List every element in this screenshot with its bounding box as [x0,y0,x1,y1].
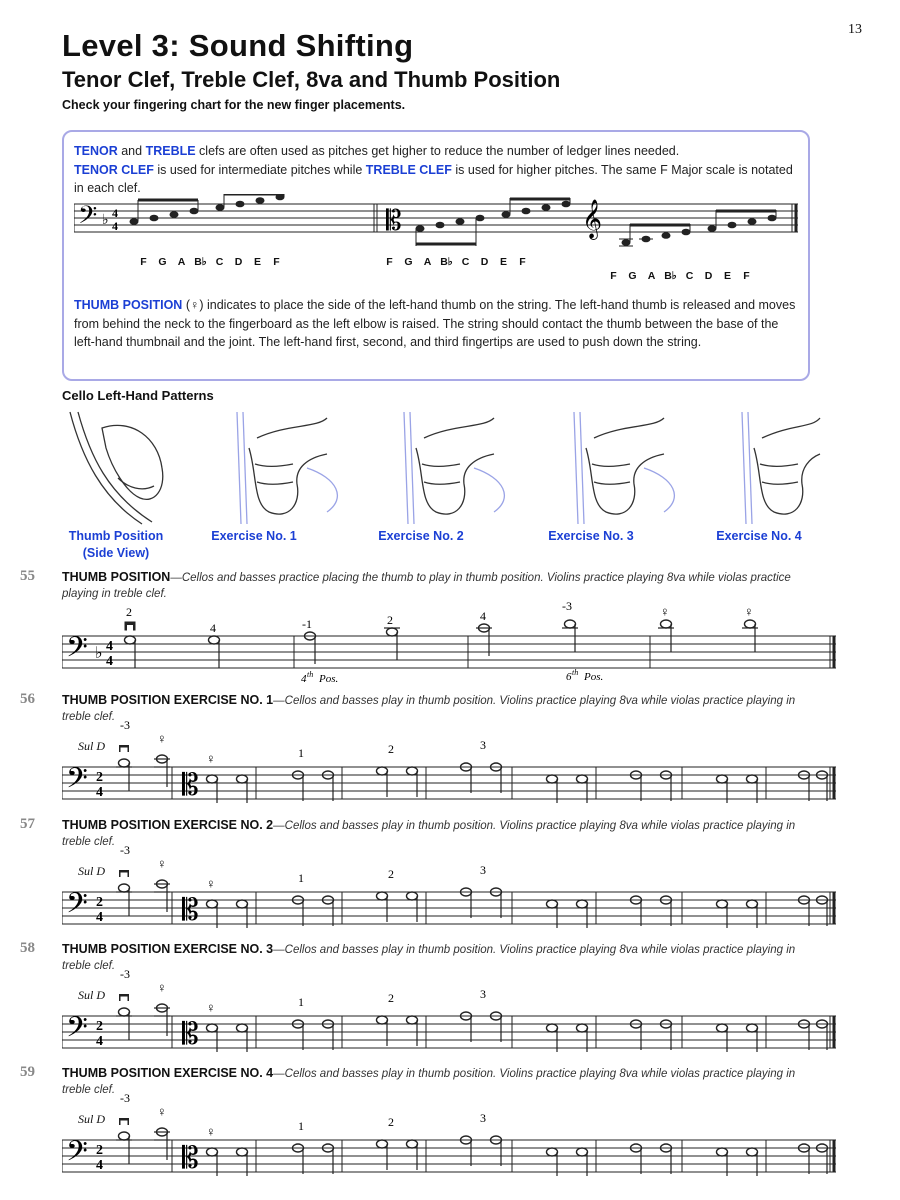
caption-exercise-2: Exercise No. 2 [378,529,464,543]
bass-clef-icon: 𝄢 [66,1137,88,1174]
svg-text:2: 2 [388,867,394,881]
exercise-title: THUMB POSITION EXERCISE NO. 3—Cellos and basses play in thumb position. Violins practice playing 8va while violas practice playing in treble clef. [62,942,796,972]
svg-text:6: 6 [566,671,572,683]
scale-notes-treble [622,215,777,246]
svg-text:♀: ♀ [157,1104,167,1119]
text-run: is used for higher pitches. The same F Major scale is notated in each clef. [74,162,793,195]
svg-text:1: 1 [298,995,304,1009]
exercise-description: —Cellos and basses play in thumb position. Violins practice playing 8va while violas practice playing in treble clef. [62,820,796,848]
exercise-title: THUMB POSITION EXERCISE NO. 4—Cellos and basses play in thumb position. Violins practice playing 8va while violas practice playing in treble clef. [62,1066,796,1096]
kw-thumb-position: THUMB POSITION [74,298,183,312]
svg-text:♀: ♀ [157,856,167,871]
bass-clef-icon: 𝄢 [66,1013,88,1050]
patterns-heading: Cello Left-Hand Patterns [62,388,214,403]
svg-text:-3: -3 [120,844,130,857]
svg-text:1: 1 [298,1119,304,1133]
caption-exercise-1: Exercise No. 1 [211,529,297,543]
staff-exercise-59 [62,1092,842,1176]
svg-text:4: 4 [112,219,118,233]
svg-text:-3: -3 [120,719,130,732]
text-run: is used for intermediate pitches while [153,162,366,177]
svg-text:3: 3 [480,863,486,877]
svg-text:4: 4 [96,785,103,800]
exercise-title: THUMB POSITION EXERCISE NO. 1—Cellos and basses play in thumb position. Violins practice playing 8va while violas practice playing in treble clef. [62,693,796,723]
svg-text:Pos.: Pos. [319,673,339,685]
svg-text:2: 2 [387,613,393,627]
svg-text:4: 4 [112,206,118,220]
exercise-title: THUMB POSITION—Cellos and basses practice placing the thumb to play in thumb position. Violins practice playing 8va while violas practice playing in treble clef. [62,570,791,600]
exercise-description: —Cellos and basses play in thumb position. Violins practice playing 8va while violas practice playing in treble clef. [62,944,796,972]
exercise-title: THUMB POSITION EXERCISE NO. 2—Cellos and basses play in thumb position. Violins practice playing 8va while violas practice playing in treble clef. [62,818,796,848]
info-box [62,130,810,381]
tenor-clef-icon: 𝄡 [182,1142,199,1175]
svg-text:1: 1 [298,871,304,885]
svg-text:3: 3 [480,987,486,1001]
bass-clef-icon: 𝄢 [78,202,98,235]
svg-text:4: 4 [106,654,113,669]
bass-clef-icon: 𝄢 [66,764,88,801]
thumb-symbol-icon: (♀) [182,298,204,312]
svg-text:2: 2 [96,770,103,785]
staff-exercise-57 [62,844,842,928]
svg-text:4: 4 [301,673,307,685]
svg-text:♀: ♀ [157,731,167,746]
staff-exercise-55 [62,600,842,688]
svg-text:th: th [307,670,314,679]
svg-text:2: 2 [388,1115,394,1129]
kw-treble-clef: TREBLE CLEF [365,162,452,177]
svg-text:2: 2 [96,1019,103,1034]
svg-text:2: 2 [388,991,394,1005]
sul-d-marking: Sul D [78,864,105,878]
sul-d-marking: Sul D [78,739,105,753]
scale-letters-treble: F G A B♭ C D E F [610,270,750,282]
kw-tenor-clef: TENOR CLEF [74,162,154,177]
scale-notes-tenor [416,201,571,232]
svg-text:th: th [572,668,579,677]
page-subtitle: Tenor Clef, Treble Clef, 8va and Thumb Position [62,67,561,92]
hand-exercise-3-icon [574,412,674,524]
hand-exercise-2-icon [404,412,504,524]
staff-exercise-56 [62,719,842,803]
staff-exercise-58 [62,968,842,1052]
svg-text:-1: -1 [302,617,312,631]
tenor-clef-icon: 𝄡 [182,894,199,927]
page-number: 13 [848,22,862,37]
hand-thumb-side-icon [70,412,163,524]
svg-text:♀: ♀ [206,1000,216,1015]
svg-text:-3: -3 [562,600,572,613]
text-run: and [117,144,146,158]
sul-d-marking: Sul D [78,988,105,1002]
down-bow-icon [125,622,135,630]
svg-text:2: 2 [388,742,394,756]
text-run: clefs are often used as pitches get higher to reduce the number of ledger lines needed. [195,144,680,158]
svg-text:4: 4 [96,910,103,925]
text-run: indicates to place the side of the left-hand thumb on the string. The left-hand thumb is released and moves from behind the neck to the fingerboard as the left elbow is raised. The string should contact the thumb between the base of the left-hand thumbnail and the joint. The left-hand first, second, and third fingertips are used to push down the string. [74,298,796,349]
clef-paragraph [74,142,802,198]
flat-icon: ♭ [95,645,103,662]
hand-illustrations [62,408,822,526]
svg-text:4: 4 [96,1034,103,1049]
svg-text:♀: ♀ [660,604,670,619]
scale-staff [74,194,804,256]
scale-letters-bass: F G A B♭ C D E F [140,256,280,268]
kw-treble: TREBLE [145,144,196,158]
exercise-number: 59 [20,1064,35,1080]
caption-thumb-position: Thumb Position (Side View) [68,529,164,560]
exercise-number: 56 [20,691,35,707]
exercise-number: 55 [20,568,35,584]
svg-text:♀: ♀ [157,980,167,995]
svg-text:2: 2 [96,895,103,910]
svg-text:2: 2 [126,605,132,619]
page-title: Level 3: Sound Shifting [62,28,414,63]
svg-text:♀: ♀ [206,1124,216,1139]
svg-text:4: 4 [96,1158,103,1173]
svg-text:4: 4 [210,621,216,635]
exercise-description: —Cellos and basses play in thumb position. Violins practice playing 8va while violas practice playing in treble clef. [62,1068,796,1096]
svg-text:3: 3 [480,1111,486,1125]
exercise-description: —Cellos and basses practice placing the thumb to play in thumb position. Violins practice playing 8va while violas practice playing in treble clef. [62,572,791,600]
hand-exercise-4-icon [742,412,820,524]
thumb-paragraph [74,296,802,352]
sul-d-marking: Sul D [78,1112,105,1126]
bass-clef-icon: 𝄢 [66,889,88,926]
caption-exercise-4: Exercise No. 4 [716,529,802,543]
svg-text:2: 2 [96,1143,103,1158]
svg-text:-3: -3 [120,968,130,981]
exercise-description: —Cellos and basses play in thumb position. Violins practice playing 8va while violas practice playing in treble clef. [62,695,796,723]
svg-text:-3: -3 [120,1092,130,1105]
svg-text:4: 4 [106,639,113,654]
bass-clef-icon: 𝄢 [66,633,88,670]
instruction-text: Check your fingering chart for the new finger placements. [62,98,406,112]
exercise-number: 57 [20,816,35,832]
tenor-clef-icon: 𝄡 [182,769,199,802]
treble-clef-icon: 𝄞 [582,201,603,238]
svg-text:♀: ♀ [206,876,216,891]
caption-exercise-3: Exercise No. 3 [548,529,634,543]
scale-letters-tenor: F G A B♭ C D E F [386,256,526,268]
tenor-clef-icon: 𝄡 [386,206,402,237]
hand-exercise-1-icon [237,412,337,524]
exercise-number: 58 [20,940,35,956]
svg-text:3: 3 [480,738,486,752]
svg-text:♀: ♀ [744,604,754,619]
svg-text:Pos.: Pos. [584,671,604,683]
flat-icon: ♭ [102,213,109,228]
svg-text:4: 4 [480,609,486,623]
svg-text:1: 1 [298,746,304,760]
tenor-clef-icon: 𝄡 [182,1018,199,1051]
kw-tenor: TENOR [74,144,118,158]
svg-text:♀: ♀ [206,751,216,766]
